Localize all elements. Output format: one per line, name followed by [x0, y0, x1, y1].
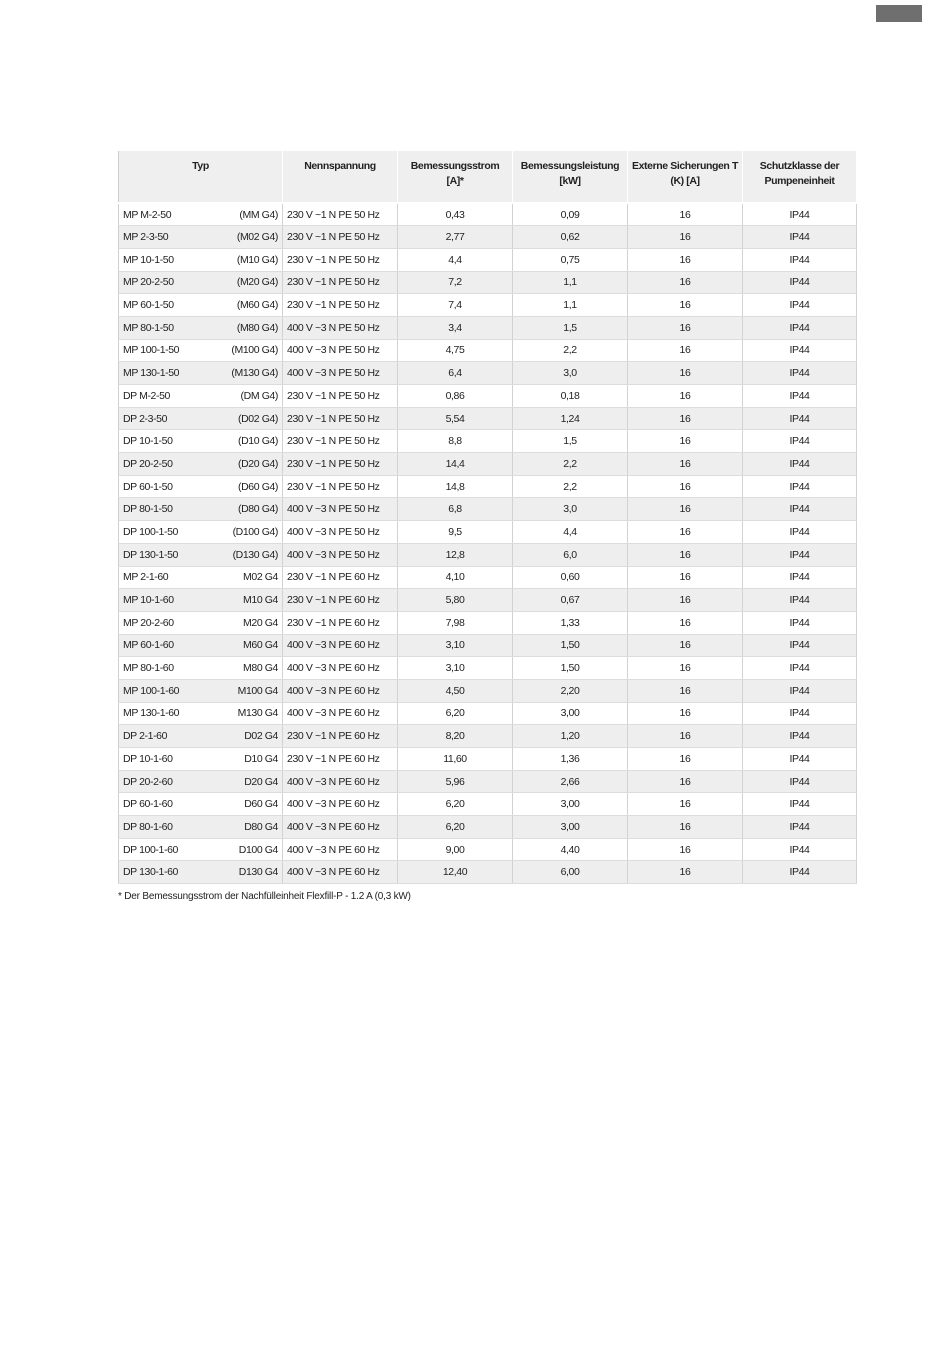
table-row — [119, 316, 857, 339]
cell-schutzklasse: IP44 — [743, 793, 857, 816]
table-row — [119, 657, 857, 680]
cell-schutzklasse: IP44 — [743, 679, 857, 702]
cell-nennspannung: 400 V ~3 N PE 60 Hz — [283, 793, 398, 816]
cell-nennspannung: 400 V ~3 N PE 50 Hz — [283, 339, 398, 362]
cell-model-code: (D10 G4) — [238, 435, 278, 448]
cell-bemessungsstrom: 8,20 — [398, 725, 513, 748]
cell-schutzklasse: IP44 — [743, 407, 857, 430]
cell-schutzklasse: IP44 — [743, 657, 857, 680]
header-typ: Typ — [119, 151, 283, 203]
table-row — [119, 589, 857, 612]
cell-bemessungsstrom: 12,8 — [398, 543, 513, 566]
cell-model-code: (D130 G4) — [232, 548, 278, 561]
cell-model-code: (D60 G4) — [238, 480, 278, 493]
cell-bemessungsstrom: 3,10 — [398, 634, 513, 657]
cell-bemessungsstrom: 4,50 — [398, 679, 513, 702]
cell-schutzklasse: IP44 — [743, 521, 857, 544]
cell-model-code: (M02 G4) — [236, 231, 278, 244]
cell-schutzklasse: IP44 — [743, 430, 857, 453]
cell-bemessungsstrom: 7,98 — [398, 611, 513, 634]
cell-sicherungen: 16 — [628, 248, 743, 271]
cell-bemessungsstrom: 12,40 — [398, 861, 513, 884]
cell-nennspannung: 230 V ~1 N PE 60 Hz — [283, 748, 398, 771]
cell-typ — [119, 498, 283, 521]
header-bemessungsstrom: Bemessungsstrom [A]* — [398, 151, 513, 203]
cell-typ — [119, 611, 283, 634]
cell-schutzklasse: IP44 — [743, 271, 857, 294]
cell-model-code: M100 G4 — [237, 684, 278, 697]
cell-nennspannung: 400 V ~3 N PE 50 Hz — [283, 498, 398, 521]
cell-schutzklasse: IP44 — [743, 498, 857, 521]
cell-typ — [119, 634, 283, 657]
cell-typ — [119, 861, 283, 884]
cell-model: DP 130-1-50 — [123, 548, 178, 561]
footnote: * Der Bemessungsstrom der Nachfülleinheit Flexfill-P - 1.2 A (0,3 kW) — [118, 891, 411, 902]
cell-bemessungsstrom: 2,77 — [398, 226, 513, 249]
cell-model-code: M10 G4 — [243, 594, 278, 607]
cell-nennspannung: 230 V ~1 N PE 50 Hz — [283, 385, 398, 408]
header-bemessungsleistung: Bemessungsleistung [kW] — [513, 151, 628, 203]
cell-bemessungsstrom: 8,8 — [398, 430, 513, 453]
cell-typ — [119, 725, 283, 748]
cell-schutzklasse: IP44 — [743, 861, 857, 884]
cell-nennspannung: 230 V ~1 N PE 60 Hz — [283, 566, 398, 589]
cell-model: MP 60-1-60 — [123, 639, 174, 652]
cell-bemessungsstrom: 6,8 — [398, 498, 513, 521]
cell-typ — [119, 475, 283, 498]
cell-nennspannung: 400 V ~3 N PE 60 Hz — [283, 634, 398, 657]
cell-model: MP 130-1-60 — [123, 707, 180, 720]
cell-schutzklasse: IP44 — [743, 385, 857, 408]
cell-bemessungsleistung: 0,18 — [513, 385, 628, 408]
cell-model: MP M-2-50 — [123, 208, 172, 221]
cell-nennspannung: 400 V ~3 N PE 50 Hz — [283, 543, 398, 566]
cell-nennspannung: 230 V ~1 N PE 50 Hz — [283, 226, 398, 249]
cell-sicherungen: 16 — [628, 498, 743, 521]
cell-bemessungsleistung: 3,00 — [513, 702, 628, 725]
cell-sicherungen: 16 — [628, 475, 743, 498]
cell-schutzklasse: IP44 — [743, 362, 857, 385]
cell-nennspannung: 230 V ~1 N PE 60 Hz — [283, 611, 398, 634]
table-row — [119, 248, 857, 271]
cell-model: DP 100-1-60 — [123, 843, 178, 856]
table-row — [119, 770, 857, 793]
header-schutzklasse: Schutzklasse der Pumpeneinheit — [743, 151, 857, 203]
cell-model-code: (DM G4) — [240, 389, 278, 402]
cell-sicherungen: 16 — [628, 770, 743, 793]
cell-sicherungen: 16 — [628, 566, 743, 589]
table-row — [119, 430, 857, 453]
cell-typ — [119, 226, 283, 249]
cell-bemessungsstrom: 7,2 — [398, 271, 513, 294]
cell-bemessungsleistung: 0,09 — [513, 203, 628, 226]
cell-sicherungen: 16 — [628, 385, 743, 408]
cell-model-code: D10 G4 — [244, 752, 278, 765]
cell-model: DP 2-1-60 — [123, 730, 168, 743]
cell-bemessungsleistung: 2,20 — [513, 679, 628, 702]
cell-schutzklasse: IP44 — [743, 475, 857, 498]
spec-table-container — [118, 151, 856, 884]
cell-typ — [119, 430, 283, 453]
cell-typ — [119, 702, 283, 725]
cell-schutzklasse: IP44 — [743, 566, 857, 589]
cell-model-code: (M80 G4) — [236, 321, 278, 334]
cell-bemessungsleistung: 4,4 — [513, 521, 628, 544]
table-row — [119, 475, 857, 498]
table-body — [119, 203, 857, 884]
cell-bemessungsleistung: 1,50 — [513, 657, 628, 680]
cell-typ — [119, 566, 283, 589]
cell-bemessungsleistung: 3,00 — [513, 793, 628, 816]
cell-schutzklasse: IP44 — [743, 838, 857, 861]
cell-model-code: D60 G4 — [244, 798, 278, 811]
table-row — [119, 679, 857, 702]
cell-bemessungsstrom: 14,8 — [398, 475, 513, 498]
cell-bemessungsleistung: 1,24 — [513, 407, 628, 430]
cell-schutzklasse: IP44 — [743, 589, 857, 612]
table-row — [119, 566, 857, 589]
cell-bemessungsstrom: 5,96 — [398, 770, 513, 793]
cell-sicherungen: 16 — [628, 339, 743, 362]
cell-sicherungen: 16 — [628, 657, 743, 680]
cell-model: DP 100-1-50 — [123, 525, 178, 538]
cell-sicherungen: 16 — [628, 521, 743, 544]
cell-bemessungsstrom: 7,4 — [398, 294, 513, 317]
header-nennspannung: Nennspannung — [283, 151, 398, 203]
header-sicherungen: Externe Sicherungen T (K) [A] — [628, 151, 743, 203]
table-row — [119, 294, 857, 317]
cell-nennspannung: 400 V ~3 N PE 60 Hz — [283, 702, 398, 725]
table-row — [119, 385, 857, 408]
cell-schutzklasse: IP44 — [743, 203, 857, 226]
cell-sicherungen: 16 — [628, 430, 743, 453]
cell-bemessungsleistung: 4,40 — [513, 838, 628, 861]
cell-model: DP 130-1-60 — [123, 866, 178, 879]
cell-typ — [119, 407, 283, 430]
cell-nennspannung: 230 V ~1 N PE 50 Hz — [283, 430, 398, 453]
table-row — [119, 634, 857, 657]
cell-typ — [119, 543, 283, 566]
cell-typ — [119, 589, 283, 612]
cell-model: MP 2-1-60 — [123, 571, 169, 584]
cell-model-code: M60 G4 — [243, 639, 278, 652]
cell-typ — [119, 816, 283, 839]
cell-model: DP 10-1-60 — [123, 752, 173, 765]
cell-bemessungsstrom: 4,10 — [398, 566, 513, 589]
cell-nennspannung: 230 V ~1 N PE 50 Hz — [283, 271, 398, 294]
cell-bemessungsstrom: 6,20 — [398, 816, 513, 839]
cell-sicherungen: 16 — [628, 679, 743, 702]
cell-model: MP 10-1-60 — [123, 594, 174, 607]
table-row — [119, 838, 857, 861]
cell-bemessungsleistung: 0,67 — [513, 589, 628, 612]
cell-nennspannung: 400 V ~3 N PE 60 Hz — [283, 770, 398, 793]
cell-sicherungen: 16 — [628, 725, 743, 748]
table-row — [119, 702, 857, 725]
cell-sicherungen: 16 — [628, 634, 743, 657]
cell-sicherungen: 16 — [628, 203, 743, 226]
cell-sicherungen: 16 — [628, 589, 743, 612]
page-marker-tab — [876, 5, 922, 22]
table-row — [119, 725, 857, 748]
table-row — [119, 498, 857, 521]
cell-model: DP 60-1-60 — [123, 798, 173, 811]
cell-model-code: D80 G4 — [244, 820, 278, 833]
cell-nennspannung: 400 V ~3 N PE 60 Hz — [283, 816, 398, 839]
cell-bemessungsstrom: 6,4 — [398, 362, 513, 385]
table-row — [119, 861, 857, 884]
cell-bemessungsstrom: 0,43 — [398, 203, 513, 226]
cell-sicherungen: 16 — [628, 294, 743, 317]
cell-sicherungen: 16 — [628, 702, 743, 725]
cell-model: MP 20-2-60 — [123, 616, 174, 629]
cell-bemessungsleistung: 1,50 — [513, 634, 628, 657]
cell-model-code: D02 G4 — [244, 730, 278, 743]
cell-typ — [119, 362, 283, 385]
cell-schutzklasse: IP44 — [743, 770, 857, 793]
cell-model-code: D20 G4 — [244, 775, 278, 788]
cell-sicherungen: 16 — [628, 362, 743, 385]
cell-model-code: (M100 G4) — [231, 344, 278, 357]
cell-model-code: (M20 G4) — [236, 276, 278, 289]
cell-nennspannung: 400 V ~3 N PE 60 Hz — [283, 657, 398, 680]
table-row — [119, 543, 857, 566]
cell-typ — [119, 521, 283, 544]
cell-typ — [119, 453, 283, 476]
cell-sicherungen: 16 — [628, 271, 743, 294]
cell-model: DP 20-2-50 — [123, 457, 173, 470]
cell-model-code: (M10 G4) — [236, 253, 278, 266]
cell-sicherungen: 16 — [628, 453, 743, 476]
cell-bemessungsstrom: 5,80 — [398, 589, 513, 612]
cell-nennspannung: 230 V ~1 N PE 50 Hz — [283, 248, 398, 271]
cell-bemessungsleistung: 1,5 — [513, 430, 628, 453]
cell-model-code: M130 G4 — [237, 707, 278, 720]
cell-schutzklasse: IP44 — [743, 453, 857, 476]
cell-bemessungsleistung: 1,1 — [513, 271, 628, 294]
cell-model-code: (M60 G4) — [236, 299, 278, 312]
cell-nennspannung: 230 V ~1 N PE 50 Hz — [283, 475, 398, 498]
cell-model: DP M-2-50 — [123, 389, 170, 402]
cell-bemessungsleistung: 1,1 — [513, 294, 628, 317]
cell-nennspannung: 230 V ~1 N PE 60 Hz — [283, 589, 398, 612]
cell-nennspannung: 400 V ~3 N PE 50 Hz — [283, 316, 398, 339]
cell-sicherungen: 16 — [628, 407, 743, 430]
cell-model: DP 10-1-50 — [123, 435, 173, 448]
cell-model: MP 60-1-50 — [123, 299, 174, 312]
cell-nennspannung: 400 V ~3 N PE 50 Hz — [283, 521, 398, 544]
table-row — [119, 611, 857, 634]
cell-sicherungen: 16 — [628, 816, 743, 839]
cell-schutzklasse: IP44 — [743, 725, 857, 748]
cell-bemessungsstrom: 6,20 — [398, 793, 513, 816]
cell-typ — [119, 793, 283, 816]
cell-bemessungsstrom: 6,20 — [398, 702, 513, 725]
cell-model-code: (D02 G4) — [238, 412, 278, 425]
cell-model: MP 80-1-50 — [123, 321, 174, 334]
cell-bemessungsleistung: 2,2 — [513, 339, 628, 362]
cell-model: MP 10-1-50 — [123, 253, 174, 266]
cell-nennspannung: 230 V ~1 N PE 50 Hz — [283, 203, 398, 226]
cell-sicherungen: 16 — [628, 838, 743, 861]
cell-nennspannung: 230 V ~1 N PE 60 Hz — [283, 725, 398, 748]
cell-bemessungsleistung: 3,0 — [513, 498, 628, 521]
cell-sicherungen: 16 — [628, 748, 743, 771]
table-header-row — [119, 151, 857, 203]
cell-bemessungsstrom: 9,00 — [398, 838, 513, 861]
cell-sicherungen: 16 — [628, 543, 743, 566]
table-row — [119, 816, 857, 839]
cell-schutzklasse: IP44 — [743, 702, 857, 725]
table-row — [119, 521, 857, 544]
cell-typ — [119, 316, 283, 339]
cell-bemessungsleistung: 0,62 — [513, 226, 628, 249]
cell-model: MP 80-1-60 — [123, 662, 174, 675]
table-row — [119, 203, 857, 226]
cell-typ — [119, 294, 283, 317]
cell-nennspannung: 400 V ~3 N PE 60 Hz — [283, 861, 398, 884]
cell-typ — [119, 679, 283, 702]
table-row — [119, 407, 857, 430]
cell-bemessungsleistung: 3,00 — [513, 816, 628, 839]
cell-sicherungen: 16 — [628, 611, 743, 634]
cell-schutzklasse: IP44 — [743, 634, 857, 657]
cell-typ — [119, 248, 283, 271]
cell-schutzklasse: IP44 — [743, 611, 857, 634]
cell-nennspannung: 400 V ~3 N PE 60 Hz — [283, 679, 398, 702]
cell-model: MP 20-2-50 — [123, 276, 174, 289]
cell-sicherungen: 16 — [628, 316, 743, 339]
cell-schutzklasse: IP44 — [743, 226, 857, 249]
table-row — [119, 271, 857, 294]
cell-schutzklasse: IP44 — [743, 339, 857, 362]
cell-model: DP 80-1-50 — [123, 503, 173, 516]
table-row — [119, 362, 857, 385]
cell-model: MP 100-1-50 — [123, 344, 180, 357]
cell-bemessungsstrom: 3,4 — [398, 316, 513, 339]
cell-typ — [119, 770, 283, 793]
cell-model-code: M80 G4 — [243, 662, 278, 675]
spec-table — [118, 151, 857, 884]
cell-nennspannung: 230 V ~1 N PE 50 Hz — [283, 453, 398, 476]
cell-schutzklasse: IP44 — [743, 816, 857, 839]
cell-sicherungen: 16 — [628, 226, 743, 249]
cell-bemessungsleistung: 6,00 — [513, 861, 628, 884]
table-row — [119, 339, 857, 362]
cell-typ — [119, 385, 283, 408]
cell-sicherungen: 16 — [628, 861, 743, 884]
cell-bemessungsstrom: 5,54 — [398, 407, 513, 430]
cell-typ — [119, 657, 283, 680]
table-row — [119, 748, 857, 771]
cell-model-code: (D20 G4) — [238, 457, 278, 470]
cell-bemessungsleistung: 1,5 — [513, 316, 628, 339]
cell-model-code: M20 G4 — [243, 616, 278, 629]
table-row — [119, 226, 857, 249]
cell-schutzklasse: IP44 — [743, 748, 857, 771]
cell-bemessungsleistung: 2,2 — [513, 453, 628, 476]
cell-bemessungsstrom: 11,60 — [398, 748, 513, 771]
cell-bemessungsleistung: 1,36 — [513, 748, 628, 771]
cell-bemessungsstrom: 14,4 — [398, 453, 513, 476]
cell-model: MP 100-1-60 — [123, 684, 180, 697]
cell-nennspannung: 230 V ~1 N PE 50 Hz — [283, 407, 398, 430]
cell-bemessungsleistung: 0,75 — [513, 248, 628, 271]
cell-model-code: D130 G4 — [238, 866, 278, 879]
cell-typ — [119, 838, 283, 861]
cell-typ — [119, 748, 283, 771]
cell-model-code: (D100 G4) — [232, 525, 278, 538]
cell-model-code: M02 G4 — [243, 571, 278, 584]
cell-bemessungsleistung: 1,33 — [513, 611, 628, 634]
cell-model-code: (M130 G4) — [231, 367, 278, 380]
cell-typ — [119, 203, 283, 226]
cell-sicherungen: 16 — [628, 793, 743, 816]
cell-bemessungsleistung: 1,20 — [513, 725, 628, 748]
cell-bemessungsleistung: 3,0 — [513, 362, 628, 385]
cell-bemessungsstrom: 0,86 — [398, 385, 513, 408]
cell-model-code: (MM G4) — [239, 208, 278, 221]
cell-model: MP 130-1-50 — [123, 367, 180, 380]
cell-nennspannung: 400 V ~3 N PE 50 Hz — [283, 362, 398, 385]
cell-typ — [119, 271, 283, 294]
cell-bemessungsstrom: 9,5 — [398, 521, 513, 544]
cell-schutzklasse: IP44 — [743, 248, 857, 271]
cell-bemessungsstrom: 4,75 — [398, 339, 513, 362]
cell-model: DP 2-3-50 — [123, 412, 168, 425]
cell-schutzklasse: IP44 — [743, 316, 857, 339]
cell-bemessungsleistung: 2,2 — [513, 475, 628, 498]
cell-schutzklasse: IP44 — [743, 543, 857, 566]
table-row — [119, 793, 857, 816]
cell-model-code: (D80 G4) — [238, 503, 278, 516]
cell-bemessungsstrom: 4,4 — [398, 248, 513, 271]
cell-bemessungsleistung: 0,60 — [513, 566, 628, 589]
cell-bemessungsleistung: 2,66 — [513, 770, 628, 793]
cell-typ — [119, 339, 283, 362]
cell-model: MP 2-3-50 — [123, 231, 169, 244]
cell-model: DP 60-1-50 — [123, 480, 173, 493]
cell-bemessungsstrom: 3,10 — [398, 657, 513, 680]
cell-model: DP 80-1-60 — [123, 820, 173, 833]
cell-model-code: D100 G4 — [238, 843, 278, 856]
cell-nennspannung: 400 V ~3 N PE 60 Hz — [283, 838, 398, 861]
table-row — [119, 453, 857, 476]
cell-model: DP 20-2-60 — [123, 775, 173, 788]
cell-bemessungsleistung: 6,0 — [513, 543, 628, 566]
cell-nennspannung: 230 V ~1 N PE 50 Hz — [283, 294, 398, 317]
cell-schutzklasse: IP44 — [743, 294, 857, 317]
